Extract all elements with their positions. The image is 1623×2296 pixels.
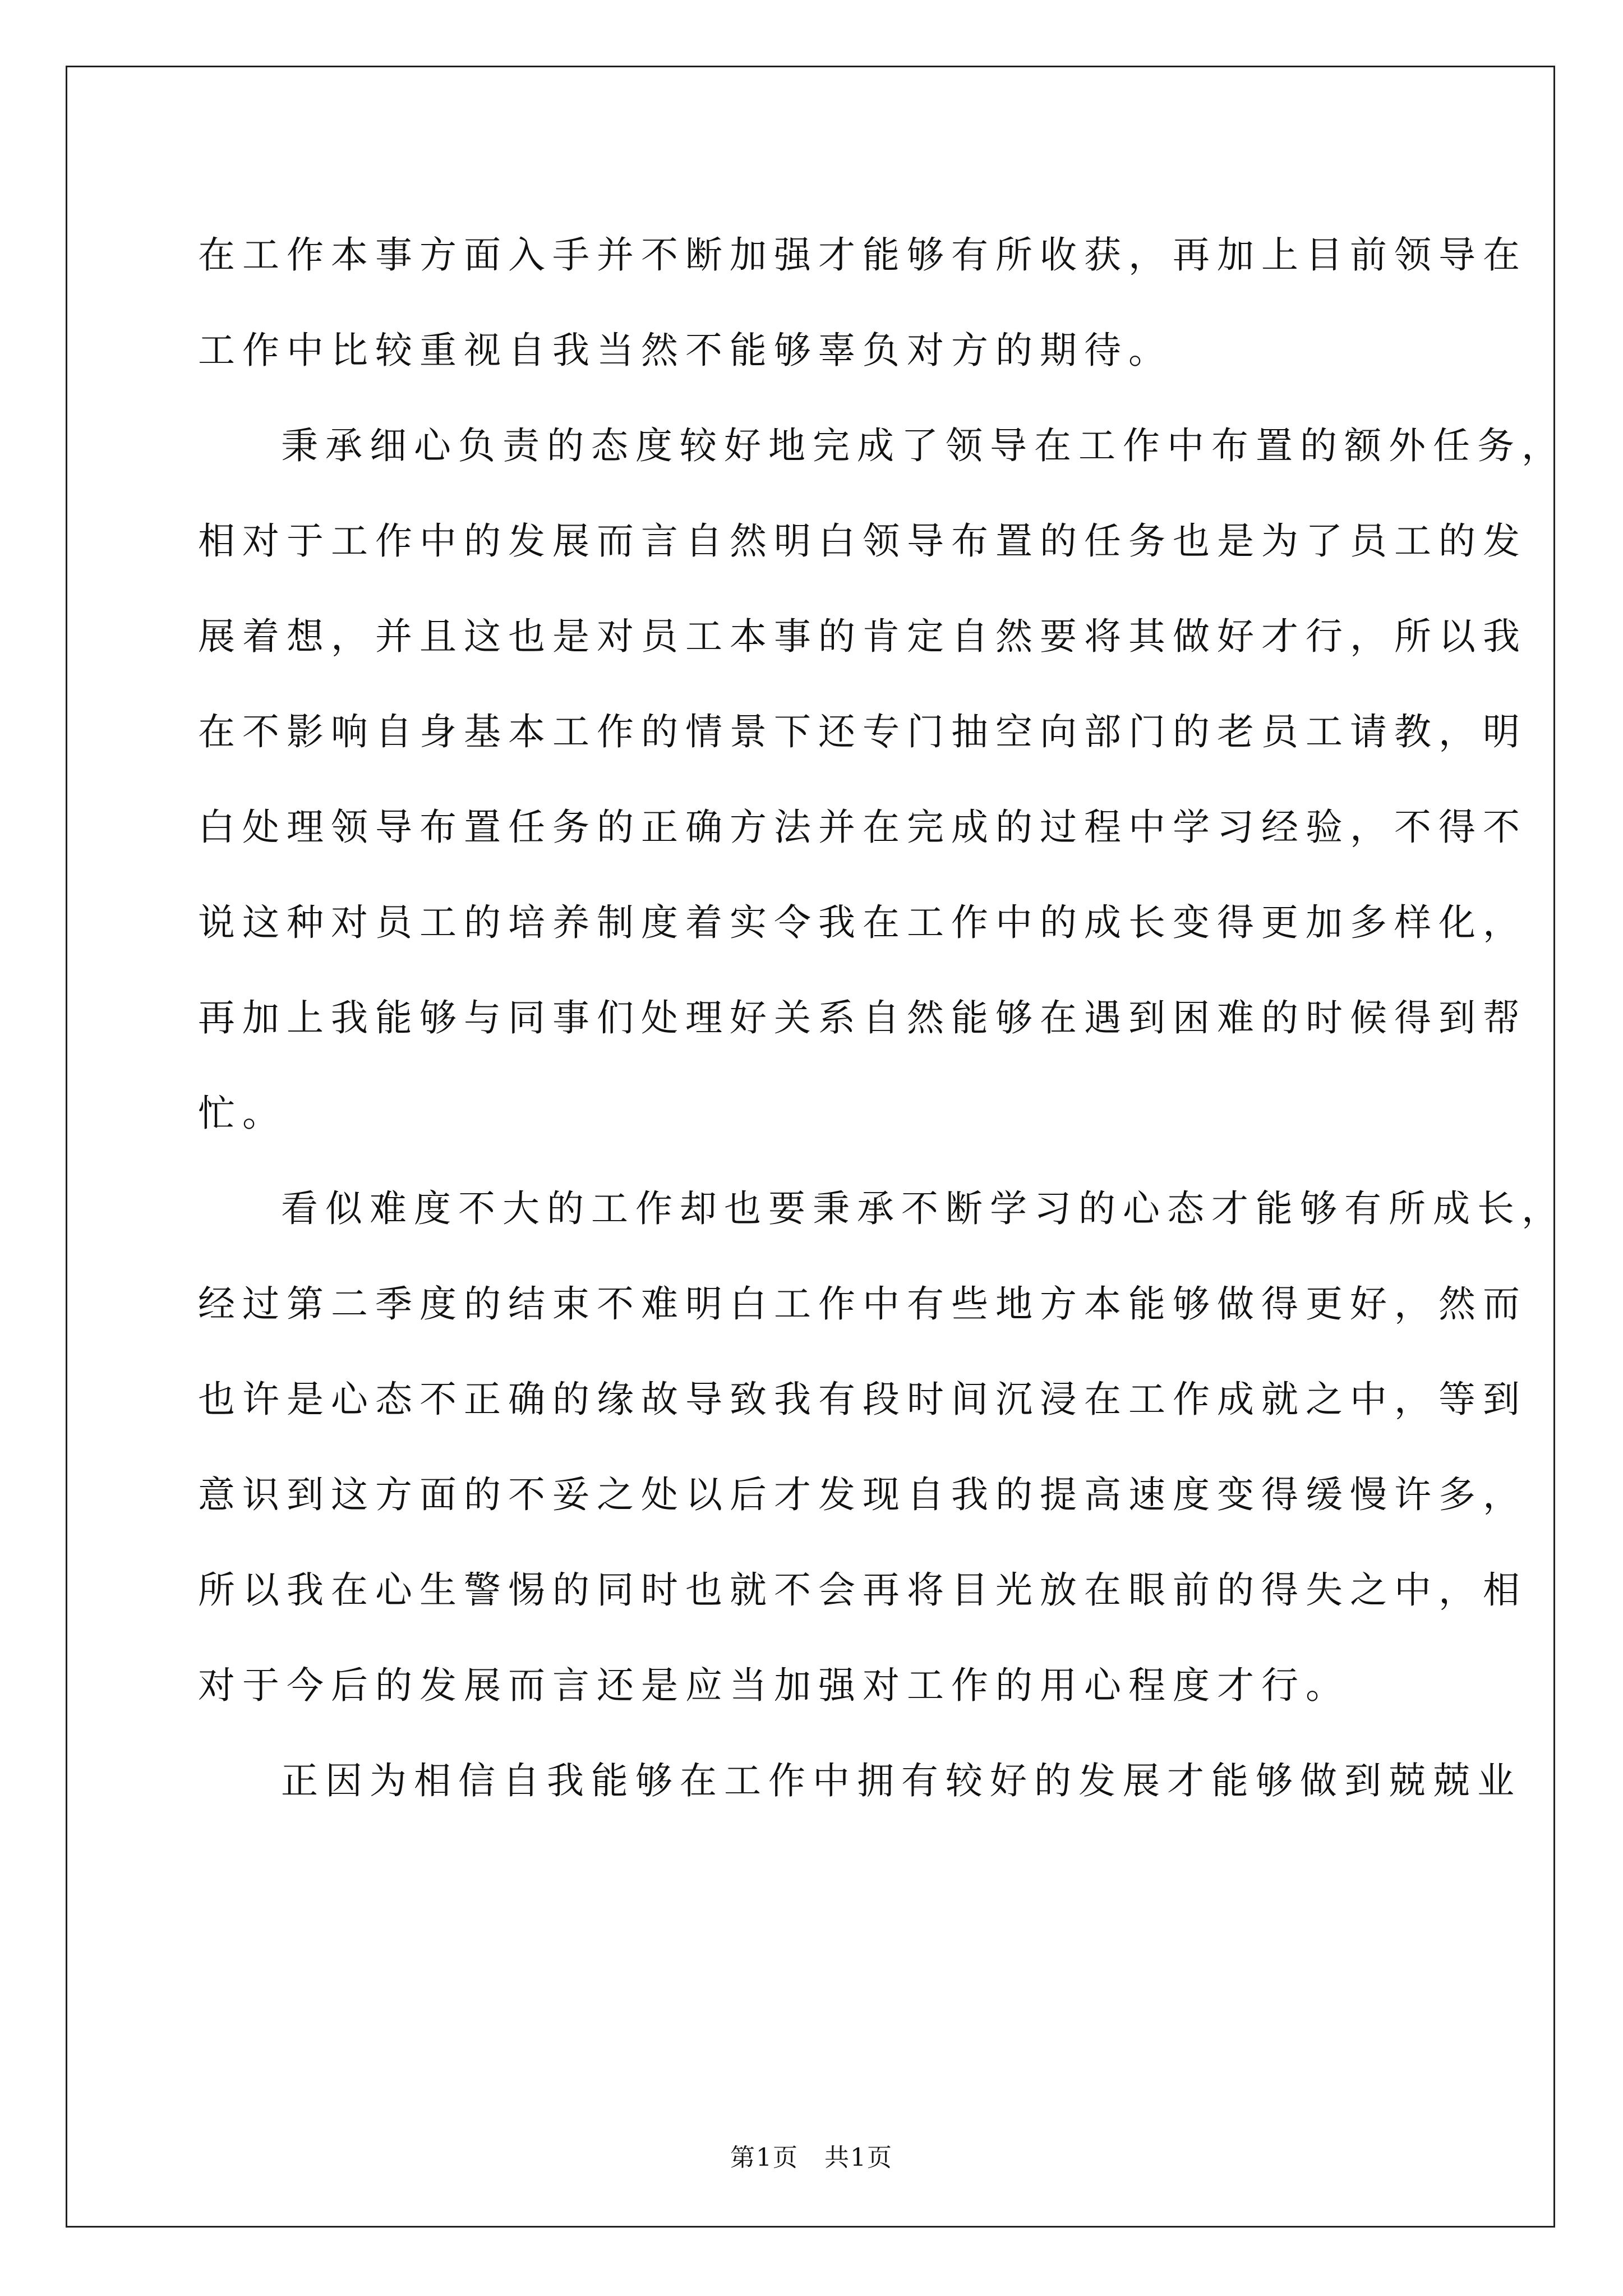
text-line: 在不影响自身基本工作的情景下还专门抽空向部门的老员工请教，明	[198, 710, 1527, 753]
text-line: 看似难度不大的工作却也要秉承不断学习的心态才能够有所成长，	[281, 1187, 1566, 1230]
document-body	[198, 208, 1566, 1829]
text-line: 相对于工作中的发展而言自然明白领导布置的任务也是为了员工的发	[198, 519, 1527, 563]
text-line: 展着想，并且这也是对员工本事的肯定自然要将其做好才行，所以我	[198, 615, 1527, 658]
text-line: 在工作本事方面入手并不断加强才能够有所收获，再加上目前领导在	[198, 233, 1527, 277]
text-line: 忙。	[198, 1092, 287, 1135]
text-line: 说这种对员工的培养制度着实令我在工作中的成长变得更加多样化，	[198, 901, 1527, 944]
text-line: 正因为相信自我能够在工作中拥有较好的发展才能够做到兢兢业	[281, 1759, 1521, 1802]
text-line: 白处理领导布置任务的正确方法并在完成的过程中学习经验，不得不	[198, 806, 1527, 849]
text-line: 意识到这方面的不妥之处以后才发现自我的提高速度变得缓慢许多，	[198, 1473, 1527, 1516]
page-footer: 第1页 共1页	[730, 2143, 893, 2172]
text-line: 秉承细心负责的态度较好地完成了领导在工作中布置的额外任务，	[281, 424, 1566, 467]
text-line: 工作中比较重视自我当然不能够辜负对方的期待。	[198, 329, 1173, 372]
text-line: 所以我在心生警惕的同时也就不会再将目光放在眼前的得失之中，相	[198, 1568, 1527, 1612]
text-line: 也许是心态不正确的缘故导致我有段时间沉浸在工作成就之中，等到	[198, 1378, 1527, 1421]
text-line: 再加上我能够与同事们处理好关系自然能够在遇到困难的时候得到帮	[198, 996, 1527, 1039]
text-line: 经过第二季度的结束不难明白工作中有些地方本能够做得更好，然而	[198, 1282, 1527, 1326]
text-line: 对于今后的发展而言还是应当加强对工作的用心程度才行。	[198, 1664, 1350, 1707]
